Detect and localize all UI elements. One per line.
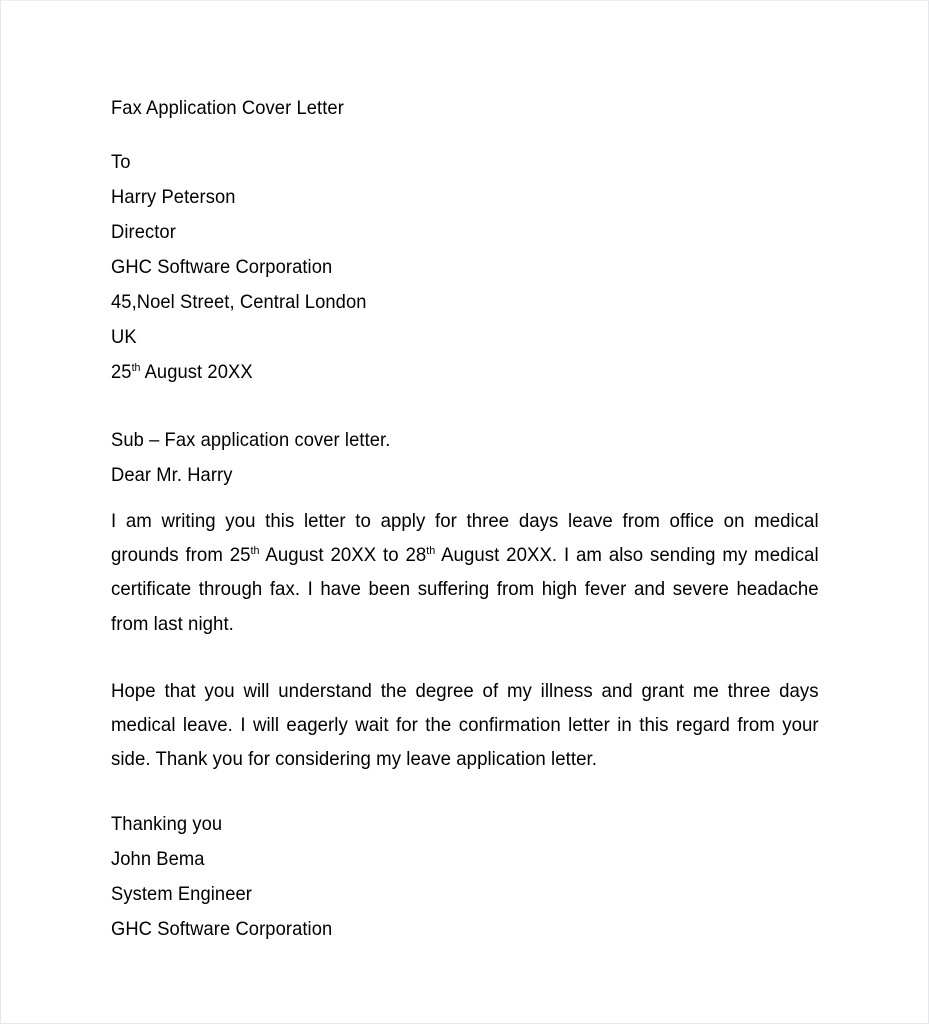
recipient-designation: Director bbox=[111, 221, 176, 243]
spacer-after-address bbox=[111, 390, 819, 423]
salutation-line: Dear Mr. Harry bbox=[111, 464, 233, 486]
letter-date bbox=[111, 355, 777, 390]
signature-company: GHC Software Corporation bbox=[111, 918, 333, 941]
paragraph1-part2: August 20XX to bbox=[259, 544, 406, 567]
spacer-before-paragraph1 bbox=[111, 493, 819, 504]
recipient-name: Harry Peterson bbox=[111, 186, 236, 208]
paragraph1-date1-day: 25 bbox=[229, 544, 251, 567]
subject-line: Sub – Fax application cover letter. bbox=[111, 429, 391, 451]
recipient-company: GHC Software Corporation bbox=[111, 256, 333, 278]
recipient-country: UK bbox=[111, 326, 137, 348]
spacer-after-title bbox=[111, 121, 819, 145]
paragraph1-date2-day: 28 bbox=[405, 544, 427, 567]
paragraph1-date2-ordinal: th bbox=[426, 545, 436, 558]
signature-closing: Thanking you bbox=[111, 813, 223, 836]
paragraph1-part1: I am writing you this letter to apply for three days leave from office on medical grounds from bbox=[111, 510, 819, 567]
letter-date-day: 25 bbox=[111, 361, 132, 383]
letter-date-rest: August 20XX bbox=[140, 361, 253, 383]
letter-date-ordinal: th bbox=[131, 362, 141, 374]
body-paragraph-1 bbox=[111, 504, 819, 641]
letter-body bbox=[111, 95, 819, 947]
spacer-before-signature bbox=[111, 776, 819, 807]
recipient-to-label: To bbox=[111, 151, 131, 173]
signature-block bbox=[111, 807, 819, 947]
body-paragraph-2: Hope that you will understand the degree of my illness and grant me three days medical leave. I will eagerly wait for the confirmation letter in this regard from your side. Thank you for considering my leave application letter. bbox=[111, 679, 819, 771]
page-title: Fax Application Cover Letter bbox=[111, 97, 344, 119]
signature-designation: System Engineer bbox=[111, 883, 252, 906]
paragraph1-part3: August 20XX. I am also sending my medical certificate through fax. I have been suffering from high fever and severe headache from last night. bbox=[111, 544, 819, 635]
paragraph1-date1-ordinal: th bbox=[250, 545, 260, 558]
recipient-street: 45,Noel Street, Central London bbox=[111, 291, 367, 313]
spacer-between-paragraphs bbox=[111, 641, 819, 674]
signature-name: John Bema bbox=[111, 848, 205, 871]
